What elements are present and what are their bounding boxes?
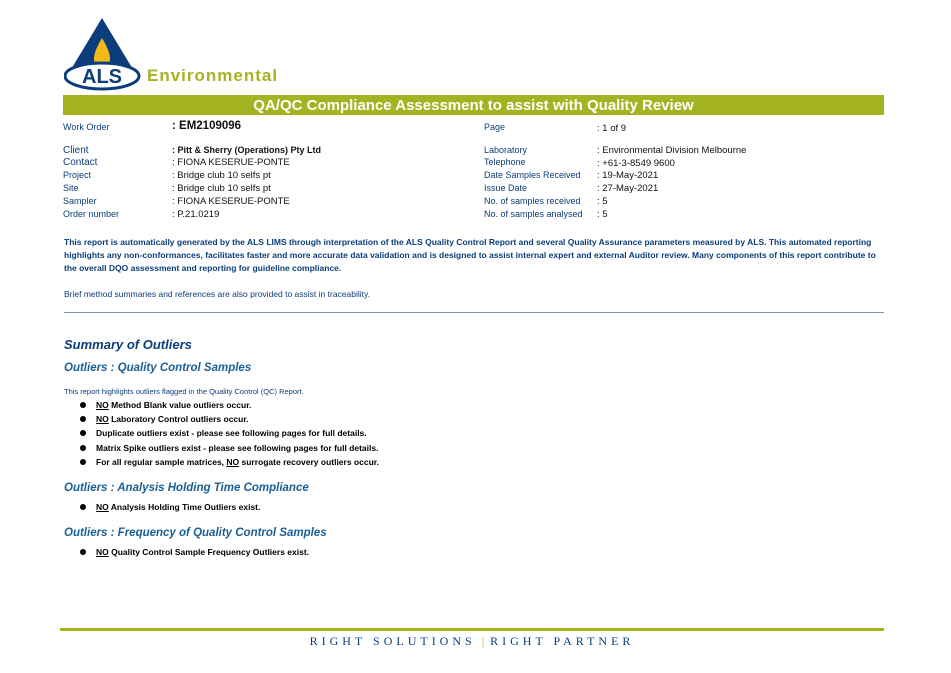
samples-received-value: : 5 [597,196,608,207]
order-number-label: Order number [63,209,120,219]
laboratory-value: : Environmental Division Melbourne [597,145,747,156]
divider [64,312,884,313]
telephone-value: : +61-3-8549 9600 [597,158,675,169]
footer-left: RIGHT SOLUTIONS [309,634,476,648]
holding-time-heading: Outliers : Analysis Holding Time Compliance [64,482,309,494]
samples-analysed-value: : 5 [597,209,608,220]
site-label: Site [63,183,79,193]
frequency-list [80,545,309,559]
list-item: For all regular sample matrices, NO surrogate recovery outliers occur. [80,455,379,469]
list-item: NO Method Blank value outliers occur. [80,398,379,412]
work-order-value: : EM2109096 [172,120,242,132]
samples-received-label: No. of samples received [484,196,581,206]
footer-separator: | [481,634,485,648]
list-item: Duplicate outliers exist - please see following pages for full details. [80,426,379,440]
issue-date-value: : 27-May-2021 [597,183,659,194]
contact-value: : FIONA KESERUE-PONTE [172,157,290,168]
telephone-label: Telephone [484,157,526,167]
laboratory-label: Laboratory [484,145,528,155]
site-value: : Bridge club 10 selfs pt [172,183,271,194]
contact-label: Contact [63,157,98,168]
date-received-value: : 19-May-2021 [597,170,659,181]
work-order-label: Work Order [63,122,110,132]
qc-outliers-list [80,398,379,469]
footer-rule [60,628,884,631]
bullet-icon [80,416,86,422]
summary-heading: Summary of Outliers [64,337,192,352]
list-item: NO Laboratory Control outliers occur. [80,412,379,426]
brief-method-note: Brief method summaries and references are also provided to assist in traceability. [64,289,370,299]
order-number-value: : P.21.0219 [172,209,220,220]
qc-outliers-heading: Outliers : Quality Control Samples [64,362,252,374]
qc-note: This report highlights outliers flagged in the Quality Control (QC) Report. [64,387,304,396]
issue-date-label: Issue Date [484,183,528,193]
samples-analysed-label: No. of samples analysed [484,209,583,219]
bullet-icon [80,504,86,510]
division-name: Environmental [147,66,279,85]
bullet-icon [80,402,86,408]
bullet-icon [80,549,86,555]
list-item: NO Quality Control Sample Frequency Outliers exist. [80,545,309,559]
page-value: : 1 of 9 [597,123,627,134]
holding-time-list [80,500,260,514]
sampler-value: : FIONA KESERUE-PONTE [172,196,290,207]
list-item: Matrix Spike outliers exist - please see following pages for full details. [80,441,379,455]
footer-tagline [60,634,884,649]
list-item: NO Analysis Holding Time Outliers exist. [80,500,260,514]
footer-right: RIGHT PARTNER [490,634,635,648]
frequency-heading: Outliers : Frequency of Quality Control Samples [64,527,327,539]
client-value: : Pitt & Sherry (Operations) Pty Ltd [172,145,322,155]
date-received-label: Date Samples Received [484,170,581,180]
sampler-label: Sampler [63,196,97,206]
bullet-icon [80,430,86,436]
project-value: : Bridge club 10 selfs pt [172,170,271,181]
page-label: Page [484,122,506,132]
bullet-icon [80,445,86,451]
als-logo-text: ALS [82,66,122,88]
client-label: Client [63,145,89,156]
report-title: QA/QC Compliance Assessment to assist with Quality Review [63,95,884,115]
bullet-icon [80,459,86,465]
project-label: Project [63,170,92,180]
intro-paragraph: This report is automatically generated by the ALS LIMS through interpretation of the ALS Quality Control Report and several Quality Assurance parameters measured by ALS. This automated reporting highlights any non-conformances, facilitates faster and more accurate data validation and is designed to assist internal expert and external Auditor review. Many components of this report contribute to the overall DQO assessment and reporting for guideline compliance. [64,237,876,273]
